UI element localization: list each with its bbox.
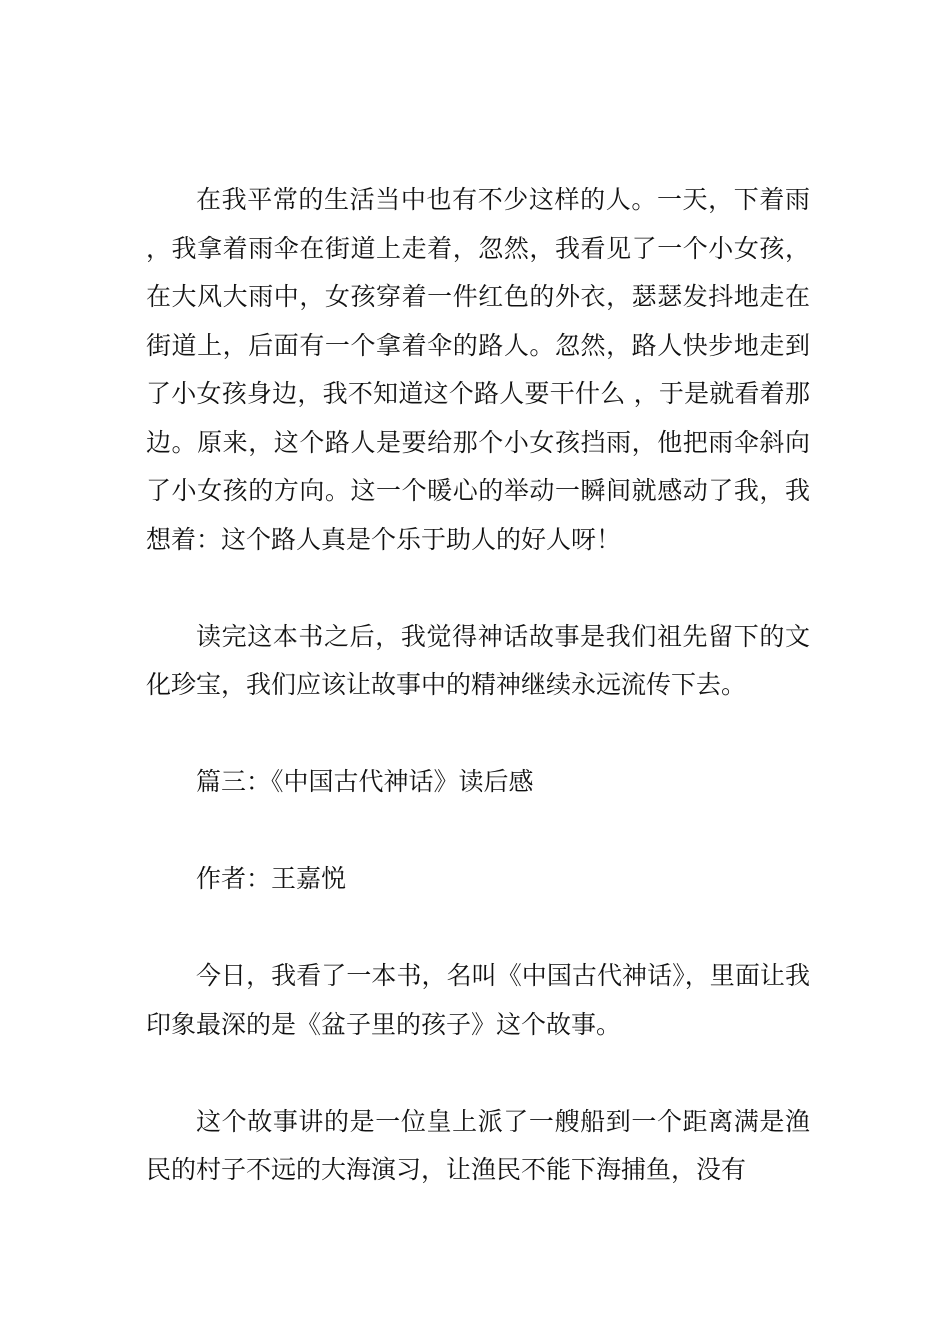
paragraph-story-start: 这个故事讲的是一位皇上派了一艘船到一个距离满是渔民的村子不远的大海演习，让渔民不能下海捕鱼，没有 <box>146 1106 810 1184</box>
paragraph-conclusion: 读完这本书之后，我觉得神话故事是我们祖先留下的文化珍宝，我们应该让故事中的精神继续永远流传下去。 <box>146 621 810 699</box>
paragraph-intro: 今日，我看了一本书，名叫《中国古代神话》，里面让我印象最深的是《盆子里的孩子》这个故事。 <box>146 961 810 1039</box>
section-title: 篇三：《中国古代神话》读后感 <box>196 767 534 796</box>
document-body <box>146 176 810 1195</box>
paragraph-passerby-story: 在我平常的生活当中也有不少这样的人。一天，下着雨，我拿着雨伞在街道上走着，忽然，我看见了一个小女孩，在大风大雨中，女孩穿着一件红色的外衣，瑟瑟发抖地走在街道上，后面有一个拿着伞的路人。忽然，路人快步地走到了小女孩身边，我不知道这个路人要干什么 ，于是就看着那边。原来，这个路人是要给那个小女孩挡雨，他把雨伞斜向了小女孩的方向。这一个暖心的举动一瞬间就感动了我，我想着：这个路人真是个乐于助人的好人呀！ <box>146 185 810 554</box>
author-line: 作者：王嘉悦 <box>196 864 347 893</box>
